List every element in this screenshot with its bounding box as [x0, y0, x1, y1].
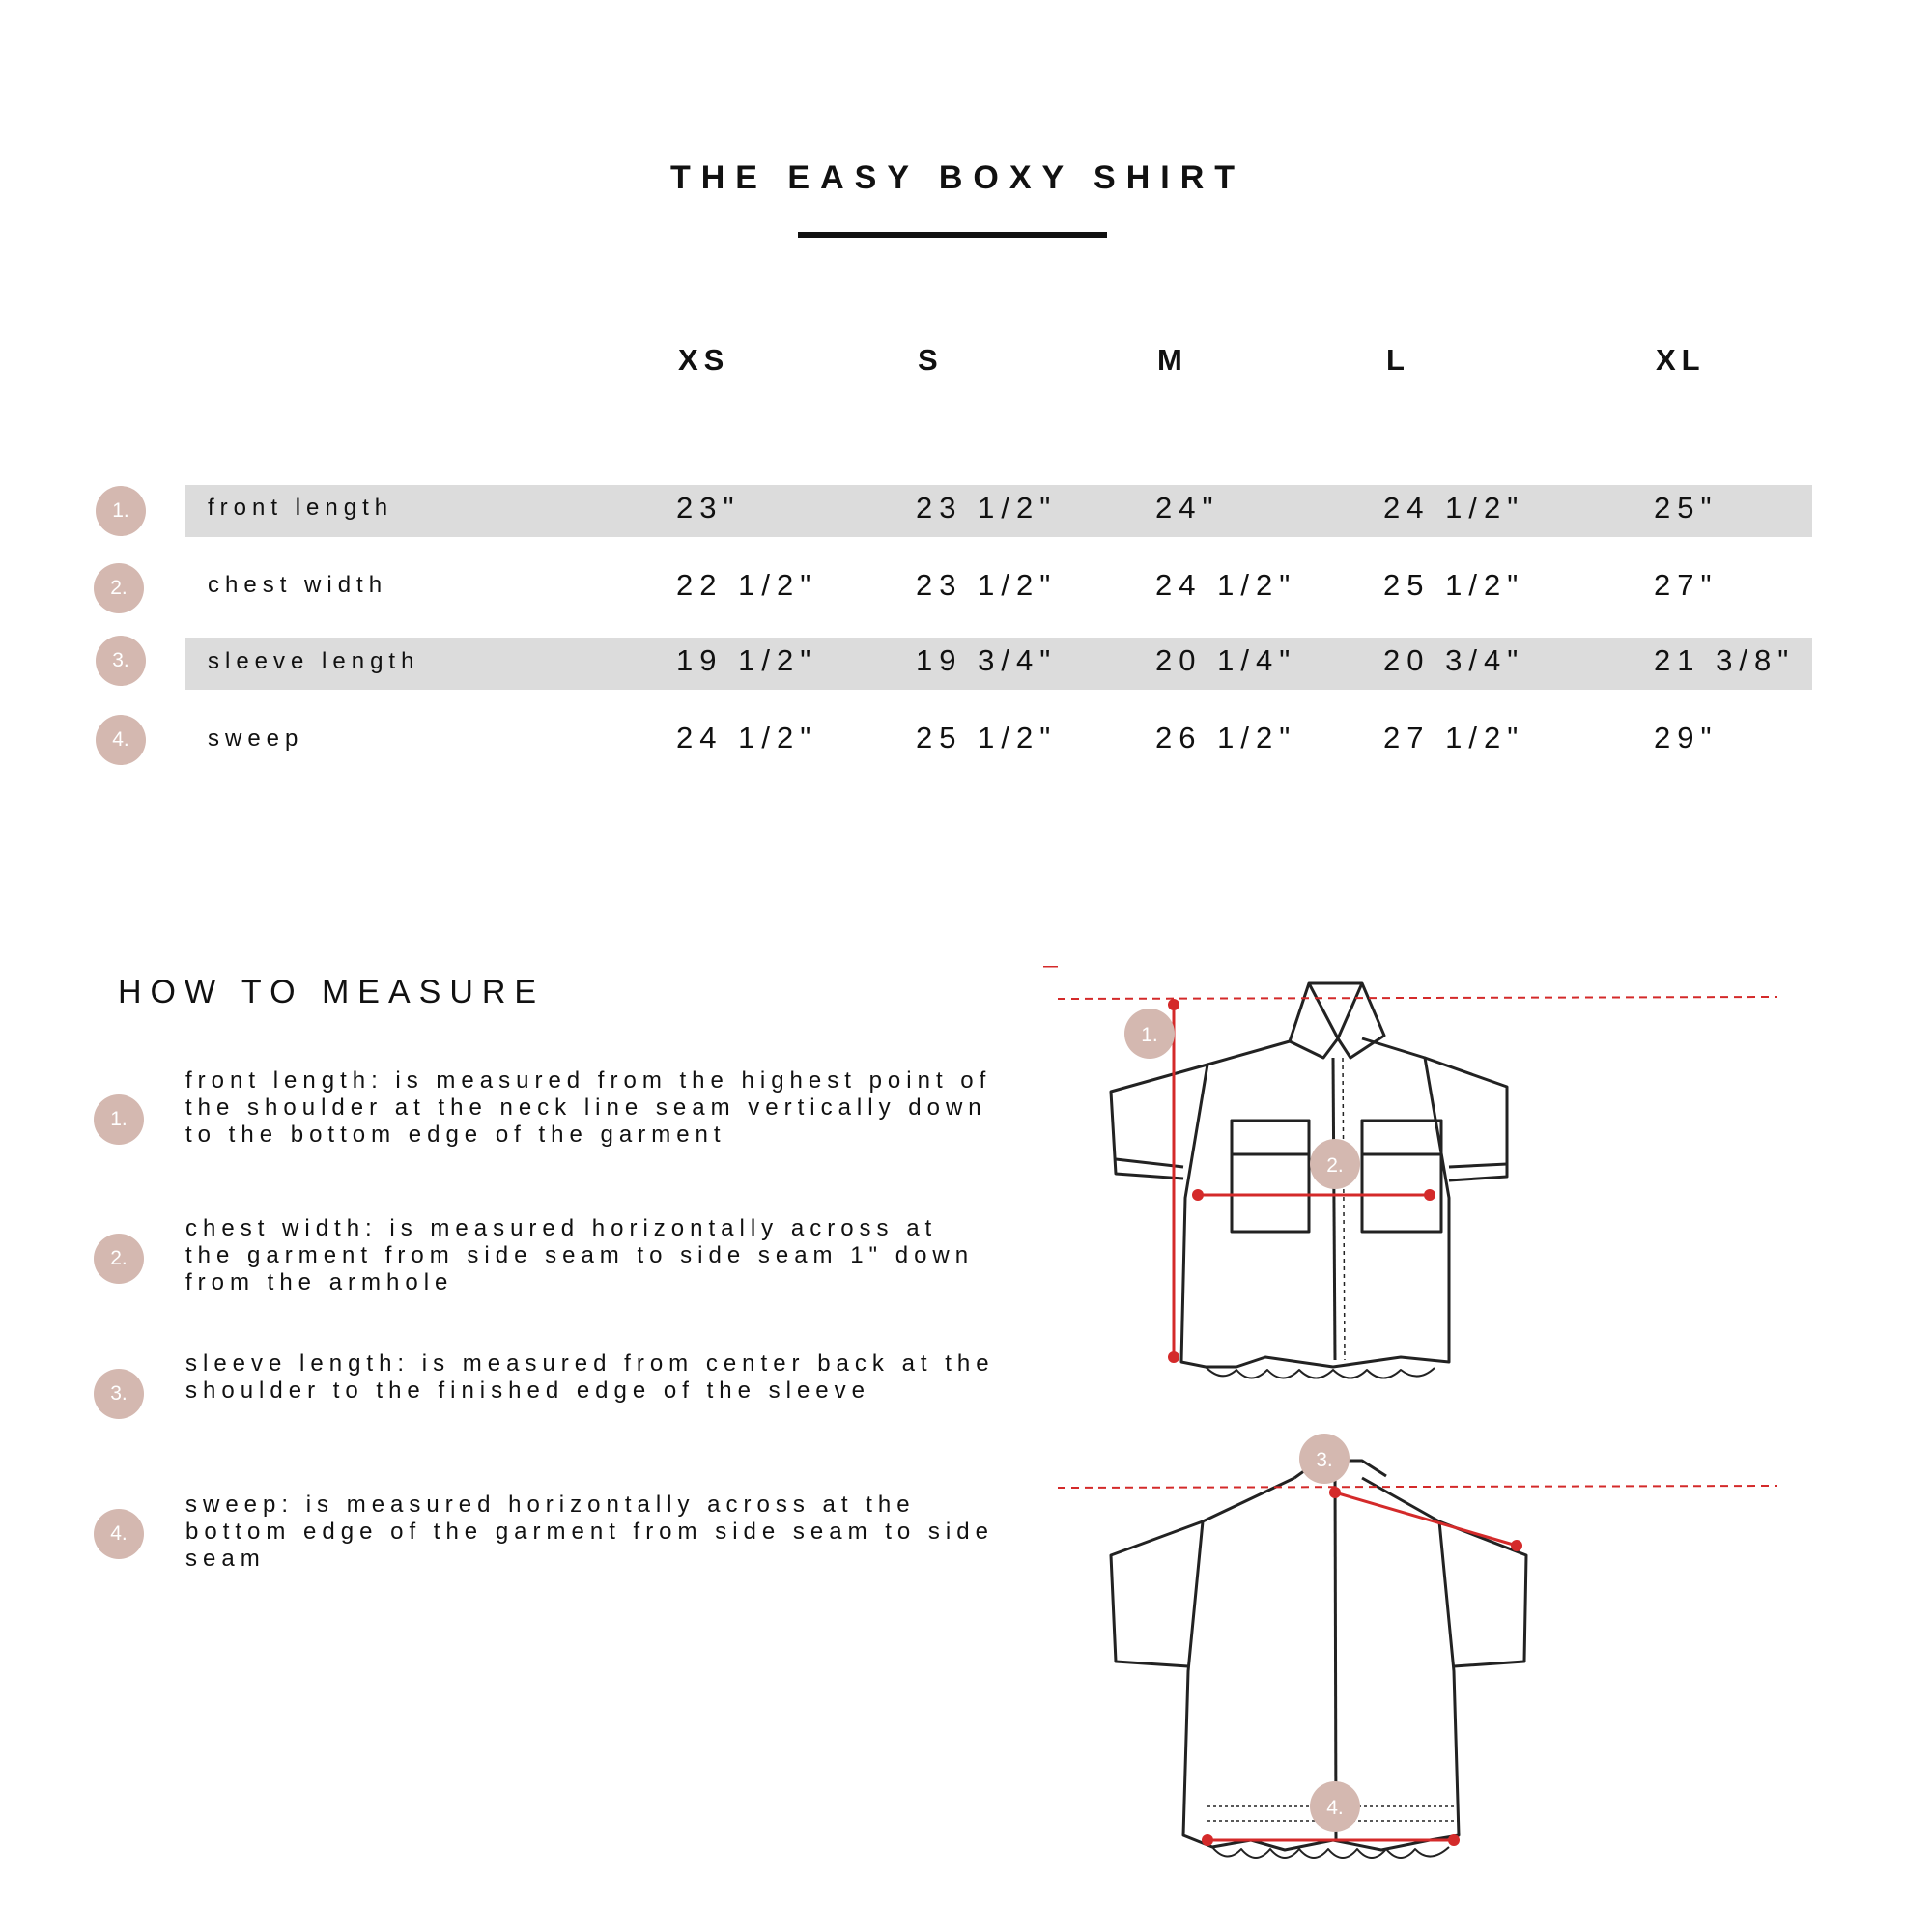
table-cell: 29": [1654, 721, 1719, 754]
diagram-marker-label: 1.: [1141, 1024, 1158, 1046]
table-cell: 19 3/4": [916, 643, 1058, 677]
table-cell: 25": [1654, 491, 1719, 525]
row-number-badge: 1.: [96, 486, 146, 536]
table-cell: 25 1/2": [1383, 568, 1525, 602]
size-header-m: M: [1157, 343, 1188, 377]
instruction-number-badge: 4.: [94, 1509, 144, 1559]
instruction-front-length: front length: is measured from the highest point of the shoulder at the neck line seam vertically down to the bottom edge of the garment: [185, 1067, 992, 1148]
diagram-marker-1: [1124, 1009, 1175, 1059]
size-header-l: L: [1386, 343, 1410, 377]
diagram-marker-2: [1310, 1139, 1360, 1189]
instruction-number-badge: 1.: [94, 1094, 144, 1145]
table-cell: 19 1/2": [676, 643, 818, 677]
row-number-badge: 2.: [94, 563, 144, 613]
table-cell: 23 1/2": [916, 568, 1058, 602]
instruction-number-badge: 3.: [94, 1369, 144, 1419]
diagram-marker-label: 2.: [1326, 1154, 1344, 1177]
table-cell: 25 1/2": [916, 721, 1058, 754]
table-cell: 24 1/2": [1155, 568, 1297, 602]
row-label: chest width: [208, 572, 388, 598]
table-cell: 24 1/2": [676, 721, 818, 754]
table-cell: 21 3/8": [1654, 643, 1796, 677]
shirt-measurement-diagram: [1043, 966, 1797, 1893]
instruction-sleeve-length: sleeve length: is measured from center back at the shoulder to the finished edge of the sleeve: [185, 1350, 995, 1404]
row-number-badge: 4.: [96, 715, 146, 765]
table-cell: 23": [676, 491, 741, 525]
row-number-badge: 3.: [96, 636, 146, 686]
size-header-s: S: [918, 343, 944, 377]
table-cell: 24": [1155, 491, 1220, 525]
table-cell: 27 1/2": [1383, 721, 1525, 754]
table-cell: 20 1/4": [1155, 643, 1297, 677]
instruction-chest-width: chest width: is measured horizontally across at the garment from side seam to side seam 1" down from the armhole: [185, 1215, 975, 1295]
row-label: sleeve length: [208, 648, 420, 674]
table-cell: 24 1/2": [1383, 491, 1525, 525]
title-underline: [798, 232, 1107, 238]
row-label: sweep: [208, 725, 304, 752]
instruction-sweep: sweep: is measured horizontally across at the bottom edge of the garment from side seam to side seam: [185, 1492, 994, 1572]
diagram-marker-4: [1310, 1781, 1360, 1832]
page-title: THE EASY BOXY SHIRT: [669, 159, 1246, 196]
how-to-measure-title: HOW TO MEASURE: [118, 974, 546, 1010]
row-label: front length: [208, 495, 394, 521]
size-header-xl: XL: [1656, 343, 1706, 377]
table-cell: 27": [1654, 568, 1719, 602]
table-cell: 20 3/4": [1383, 643, 1525, 677]
instruction-number-badge: 2.: [94, 1234, 144, 1284]
table-cell: 22 1/2": [676, 568, 818, 602]
table-cell: 23 1/2": [916, 491, 1058, 525]
table-cell: 26 1/2": [1155, 721, 1297, 754]
diagram-marker-label: 4.: [1326, 1797, 1344, 1819]
diagram-marker-label: 3.: [1316, 1449, 1333, 1471]
size-header-xs: XS: [678, 343, 730, 377]
diagram-marker-3: [1299, 1434, 1350, 1484]
